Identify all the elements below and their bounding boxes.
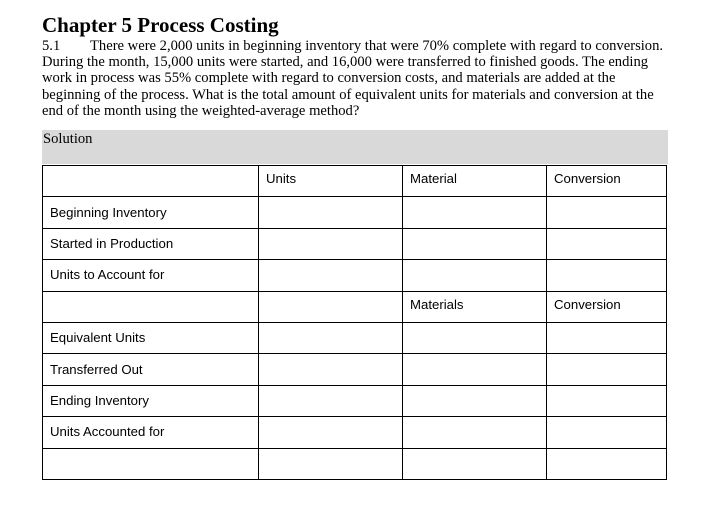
solution-table bbox=[42, 165, 667, 480]
problem-number: 5.1 bbox=[42, 38, 61, 54]
table-cell[interactable] bbox=[547, 417, 667, 448]
table-row bbox=[43, 197, 667, 228]
table-cell[interactable] bbox=[259, 291, 403, 322]
table-header-row bbox=[43, 166, 667, 197]
document-page bbox=[42, 12, 668, 440]
table-cell[interactable] bbox=[403, 322, 547, 353]
table-cell[interactable] bbox=[403, 228, 547, 259]
problem-paragraph bbox=[42, 38, 668, 119]
table-cell[interactable] bbox=[403, 385, 547, 416]
table-cell[interactable] bbox=[547, 322, 667, 353]
table-row bbox=[43, 354, 667, 385]
row-label-equivalent-units[interactable]: Equivalent Units bbox=[43, 322, 259, 353]
table-row bbox=[43, 260, 667, 291]
table-cell[interactable] bbox=[547, 260, 667, 291]
table-subheader-row bbox=[43, 291, 667, 322]
subheader-conversion[interactable]: Conversion bbox=[547, 291, 667, 322]
table-cell[interactable] bbox=[547, 354, 667, 385]
chapter-title: Chapter 5 Process Costing bbox=[42, 13, 279, 37]
table-cell[interactable] bbox=[547, 448, 667, 479]
table-cell[interactable] bbox=[547, 197, 667, 228]
table-cell[interactable] bbox=[259, 228, 403, 259]
table-cell[interactable] bbox=[547, 385, 667, 416]
solution-label: Solution bbox=[43, 131, 93, 147]
header-units[interactable]: Units bbox=[259, 166, 403, 197]
header-material[interactable]: Material bbox=[403, 166, 547, 197]
table-cell[interactable] bbox=[403, 417, 547, 448]
table-cell[interactable] bbox=[403, 260, 547, 291]
header-conversion[interactable]: Conversion bbox=[547, 166, 667, 197]
table-row bbox=[43, 448, 667, 479]
table-cell[interactable] bbox=[259, 385, 403, 416]
solution-heading-bar bbox=[42, 130, 668, 164]
table-row bbox=[43, 322, 667, 353]
table-cell[interactable] bbox=[43, 166, 259, 197]
row-label-units-accounted-for[interactable]: Units Accounted for bbox=[43, 417, 259, 448]
row-label-transferred-out[interactable]: Transferred Out bbox=[43, 354, 259, 385]
row-label-ending-inventory[interactable]: Ending Inventory bbox=[43, 385, 259, 416]
table-cell[interactable] bbox=[43, 448, 259, 479]
problem-text: There were 2,000 units in beginning inventory that were 70% complete with regard to conversion. During the month, 15,000 units were started, and 16,000 were transferred to finished goods. The ending work in process was 55% complete with regard to conversion costs, and materials are added at the beginning of the process. What is the total amount of equivalent units for materials and conversion at the end of the month using the weighted-average method? bbox=[42, 38, 664, 119]
row-label-beginning-inventory[interactable]: Beginning Inventory bbox=[43, 197, 259, 228]
table-cell[interactable] bbox=[259, 322, 403, 353]
table-cell[interactable] bbox=[547, 228, 667, 259]
row-label-started-in-production[interactable]: Started in Production bbox=[43, 228, 259, 259]
table-cell[interactable] bbox=[403, 197, 547, 228]
table-cell[interactable] bbox=[259, 354, 403, 385]
table-cell[interactable] bbox=[259, 448, 403, 479]
table-cell[interactable] bbox=[403, 354, 547, 385]
table-row bbox=[43, 417, 667, 448]
table-cell[interactable] bbox=[43, 291, 259, 322]
table-row bbox=[43, 385, 667, 416]
table-row bbox=[43, 228, 667, 259]
table-cell[interactable] bbox=[259, 197, 403, 228]
table-cell[interactable] bbox=[403, 448, 547, 479]
table-cell[interactable] bbox=[259, 260, 403, 291]
table-cell[interactable] bbox=[259, 417, 403, 448]
subheader-materials[interactable]: Materials bbox=[403, 291, 547, 322]
row-label-units-to-account-for[interactable]: Units to Account for bbox=[43, 260, 259, 291]
